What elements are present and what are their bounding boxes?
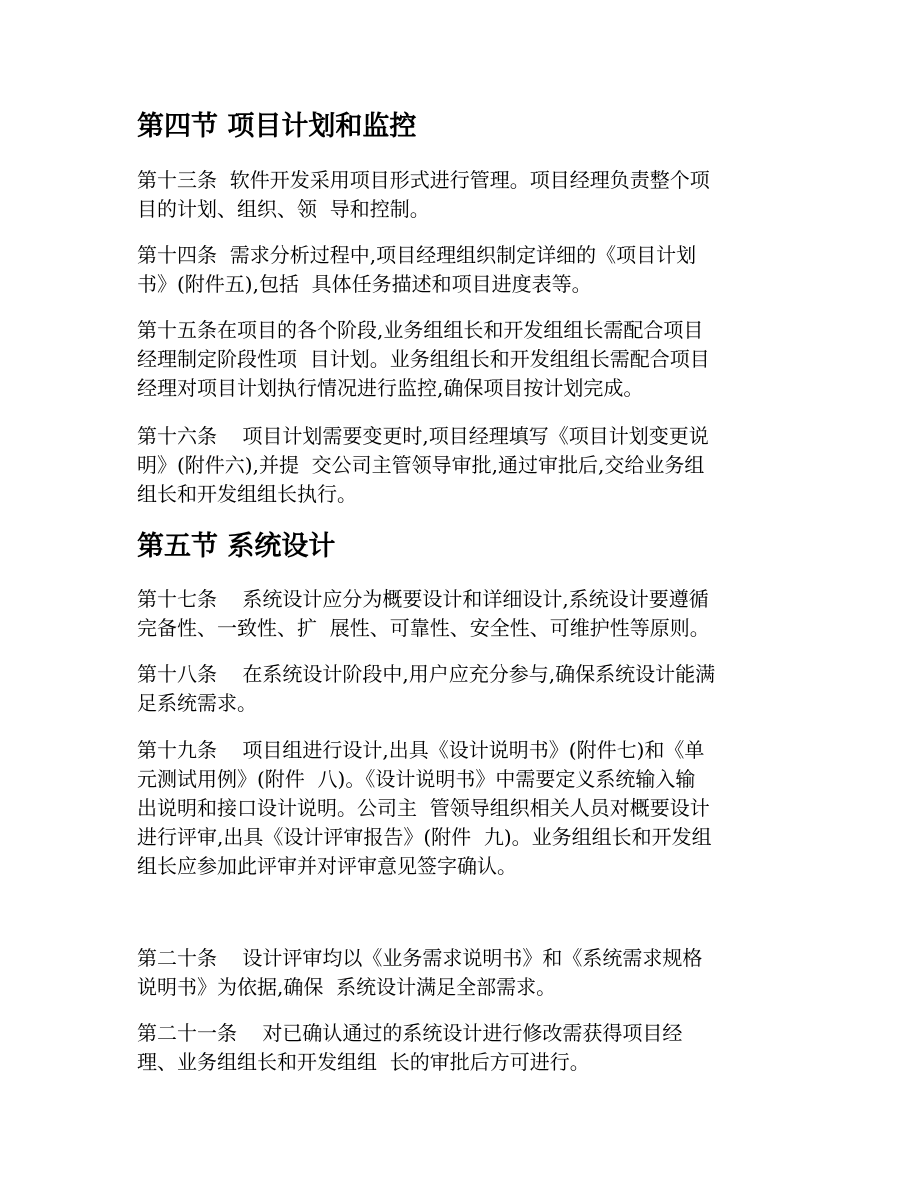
article-13-line-1: 第十三条 软件开发采用项目形式进行管理。项目经理负责整个项 bbox=[137, 168, 710, 192]
article-19-line-1: 第十九条 项目组进行设计,出具《设计说明书》(附件七)和《单 bbox=[137, 738, 705, 762]
article-18-line-1: 第十八条 在系统设计阶段中,用户应充分参与,确保系统设计能满 bbox=[137, 662, 716, 686]
article-16-line-3: 组长和开发组组长执行。 bbox=[137, 482, 357, 506]
article-21-line-1: 第二十一条 对已确认通过的系统设计进行修改需获得项目经 bbox=[137, 1021, 683, 1045]
article-19-line-5: 组长应参加此评审并对评审意见签字确认。 bbox=[137, 854, 517, 878]
article-21-line-2: 理、业务组组长和开发组组 长的审批后方可进行。 bbox=[137, 1050, 590, 1074]
article-20-line-1: 第二十条 设计评审均以《业务需求说明书》和《系统需求规格 bbox=[137, 946, 703, 970]
article-18-line-2: 足系统需求。 bbox=[137, 691, 257, 715]
article-19-line-3: 出说明和接口设计说明。公司主 管领导组织相关人员对概要设计 bbox=[137, 796, 710, 820]
article-15-line-1: 第十五条在项目的各个阶段,业务组组长和开发组组长需配合项目 bbox=[137, 318, 704, 342]
article-17-line-2: 完备性、一致性、扩 展性、可靠性、安全性、可维护性等原则。 bbox=[137, 616, 710, 640]
article-19-line-2: 元测试用例》(附件 八)。《设计说明书》中需要定义系统输入输 bbox=[137, 767, 696, 791]
article-17-line-1: 第十七条 系统设计应分为概要设计和详细设计,系统设计要遵循 bbox=[137, 587, 709, 611]
article-13-line-2: 目的计划、组织、领 导和控制。 bbox=[137, 197, 430, 221]
article-15-line-2: 经理制定阶段性项 目计划。业务组组长和开发组组长需配合项目 bbox=[137, 347, 710, 371]
article-20-line-2: 说明书》为依据,确保 系统设计满足全部需求。 bbox=[137, 975, 557, 999]
article-16-line-1: 第十六条 项目计划需要变更时,项目经理填写《项目计划变更说 bbox=[137, 424, 709, 448]
article-14-line-1: 第十四条 需求分析过程中,项目经理组织制定详细的《项目计划 bbox=[137, 243, 697, 267]
article-16-line-2: 明》(附件六),并提 交公司主管领导审批,通过审批后,交给业务组 bbox=[137, 453, 705, 477]
section-heading-5: 第五节 系统设计 bbox=[137, 531, 336, 562]
article-19-line-4: 进行评审,出具《设计评审报告》(附件 九)。业务组组长和开发组 bbox=[137, 825, 712, 849]
article-14-line-2: 书》(附件五),包括 具体任务描述和项目进度表等。 bbox=[137, 272, 592, 296]
article-15-line-3: 经理对项目计划执行情况进行监控,确保项目按计划完成。 bbox=[137, 376, 644, 400]
section-heading-4: 第四节 项目计划和监控 bbox=[137, 111, 417, 142]
